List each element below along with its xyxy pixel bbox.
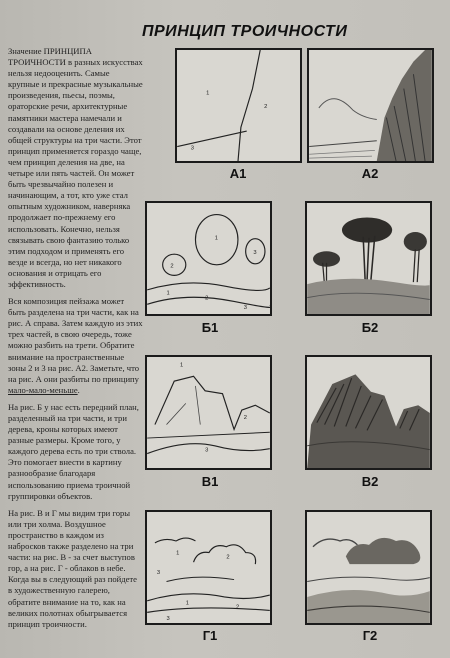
diagram-g1-svg [147,512,270,623]
diagram-a1-svg [177,50,300,161]
zone-number: 1 [185,600,190,607]
caption-a2: А2 [361,166,379,181]
zone-number: 3 [166,616,170,623]
sketch-g2-svg [307,512,430,623]
caption-b1: Б1 [201,320,219,335]
diagram-b1-svg [147,203,270,314]
zone-number: 2 [243,414,247,421]
paragraph-intro: Значение ПРИНЦИПА ТРОИЧНОСТИ в разных искусствах нельзя недооценить. Самые крупные и прекрасные музыкальные произведения, пьесы, поэмы, ораторские речи, архитектурные памятники мастера намечали и создавали на основе деления их общей структуры на три части. Этот принцип применяется гораздо чаще, чем принцип деления на две, на четыре или пять частей. Он может быть чрезвычайно полезен и начинающим, а тот, кто уже стал опытным художником, наверняка продолжает по-прежнему его использовать. Конечно, нельзя связывать свою фантазию только этим подходом и применять его везде и всегда, но нет никакого основания и отрицать его эффективность. [8,46,143,289]
zone-number: 3 [156,569,161,576]
zone-number: 3 [243,305,247,312]
sketch-a2-svg [309,50,432,161]
article-text [8,46,143,636]
caption-v2: В2 [361,474,379,489]
sketch-b2 [305,201,432,316]
zone-number: 2 [205,295,209,302]
paragraph-mountains: На рис. В и Г мы видим три горы или три холма. Воздушное пространство в каждом из набросков также разделено на три части: на рис. В - за счет выступов гор, а на рис. Г - облаков в небе. Когда вы в следующий раз пойдете в художественную галерею, обратите внимание на то, как на великих полотнах обыгрывается принцип троичности. [8,507,137,629]
zone-number: 1 [214,235,218,242]
underlined-term: мало-мало-меньше [8,384,78,395]
page-title: ПРИНЦИП ТРОИЧНОСТИ [142,23,348,40]
paragraph-landscape: Вся композиция пейзажа может быть разделена на три части, как на рис. А справа. Затем каждую из этих трех частей, в свою очередь, тоже можно разбить на трети. Обратите внимание на пространственные зоны 2 и 3 на рис. А2. Заметьте, что на рис. А они разбиты по принципу мало-мало-меньше. [8,296,143,395]
diagram-a1 [175,48,302,163]
caption-b2: Б2 [361,320,379,335]
caption-a1: А1 [229,166,247,181]
zone-number: 2 [170,263,174,270]
zone-number: 3 [190,145,194,152]
caption-g1: Г1 [202,628,218,643]
sketch-a2 [307,48,434,163]
zone-number: 2 [236,604,240,611]
sketch-g2 [305,510,432,625]
zone-number: 1 [206,90,210,97]
diagram-g1 [145,510,272,625]
diagram-b1 [145,201,272,316]
diagram-v1-svg [147,357,270,468]
sketch-b2-svg [307,203,430,314]
paragraph-trees: На рис. Б у нас есть передний план, разделенный на три части, и три дерева, кроны которых имеют разные размеры. Кроме того, у каждого дерева есть по три ствола. Это помогает внести в картину разнообразие благодаря использованию приема троичной группировки объектов. [8,401,139,501]
caption-v1: В1 [201,474,219,489]
zone-number: 2 [264,103,268,110]
sketch-v2-svg [307,357,430,468]
caption-g2: Г2 [362,628,378,643]
zone-number: 1 [176,550,180,557]
zone-number: 3 [253,250,257,257]
sketch-v2 [305,355,432,470]
zone-number: 1 [166,290,170,297]
zone-number: 1 [180,362,184,369]
zone-number: 3 [205,447,209,454]
zone-number: 2 [226,554,230,561]
diagram-v1 [145,355,272,470]
